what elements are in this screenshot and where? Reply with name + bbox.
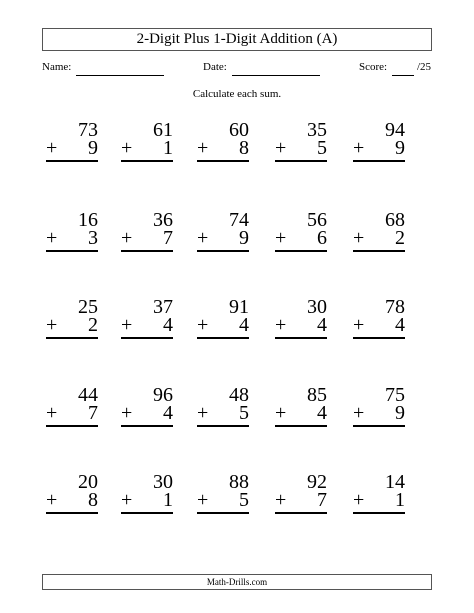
- addend-bottom: 5: [239, 489, 249, 511]
- answer-line: [353, 337, 405, 339]
- addend-bottom: 8: [239, 137, 249, 159]
- plus-sign: +: [121, 489, 133, 511]
- answer-line: [197, 425, 249, 427]
- addend-top: 35: [307, 119, 327, 141]
- answer-line: [46, 337, 98, 339]
- footer: Math-Drills.com: [42, 574, 432, 590]
- problem-12: [117, 297, 177, 359]
- plus-sign: +: [197, 137, 209, 159]
- answer-line: [197, 250, 249, 252]
- answer-line: [46, 250, 98, 252]
- addend-bottom: 1: [163, 137, 173, 159]
- addend-bottom: 4: [317, 314, 327, 336]
- addend-top: 61: [153, 119, 173, 141]
- addend-bottom: 9: [395, 137, 405, 159]
- plus-sign: +: [197, 227, 209, 249]
- plus-sign: +: [197, 489, 209, 511]
- name-blank-line: [76, 75, 164, 76]
- addend-bottom: 7: [317, 489, 327, 511]
- score-blank-line: [392, 75, 414, 76]
- addend-bottom: 9: [88, 137, 98, 159]
- answer-line: [121, 425, 173, 427]
- answer-line: [353, 250, 405, 252]
- answer-line: [121, 512, 173, 514]
- problem-24: [271, 472, 331, 534]
- addend-bottom: 4: [317, 402, 327, 424]
- addend-top: 73: [78, 119, 98, 141]
- plus-sign: +: [275, 137, 287, 159]
- answer-line: [197, 337, 249, 339]
- addend-bottom: 4: [239, 314, 249, 336]
- addend-top: 75: [385, 384, 405, 406]
- problem-11: [42, 297, 102, 359]
- addend-top: 30: [153, 471, 173, 493]
- addend-bottom: 4: [163, 402, 173, 424]
- worksheet-title: 2-Digit Plus 1-Digit Addition (A): [42, 28, 432, 51]
- plus-sign: +: [353, 227, 365, 249]
- problem-1: [42, 120, 102, 182]
- problem-25: [349, 472, 409, 534]
- addend-bottom: 5: [317, 137, 327, 159]
- plus-sign: +: [121, 137, 133, 159]
- plus-sign: +: [353, 137, 365, 159]
- answer-line: [121, 250, 173, 252]
- answer-line: [353, 160, 405, 162]
- plus-sign: +: [46, 314, 58, 336]
- addend-top: 92: [307, 471, 327, 493]
- name-label: Name:: [42, 61, 72, 73]
- addend-top: 60: [229, 119, 249, 141]
- answer-line: [46, 425, 98, 427]
- answer-line: [121, 337, 173, 339]
- answer-line: [353, 512, 405, 514]
- addend-bottom: 4: [395, 314, 405, 336]
- plus-sign: +: [197, 402, 209, 424]
- problem-22: [117, 472, 177, 534]
- answer-line: [46, 160, 98, 162]
- plus-sign: +: [46, 489, 58, 511]
- answer-line: [197, 512, 249, 514]
- problem-15: [349, 297, 409, 359]
- problem-7: [117, 210, 177, 272]
- answer-line: [121, 160, 173, 162]
- addend-top: 25: [78, 296, 98, 318]
- addend-bottom: 5: [239, 402, 249, 424]
- plus-sign: +: [197, 314, 209, 336]
- plus-sign: +: [121, 402, 133, 424]
- date-blank-line: [232, 75, 320, 76]
- addend-bottom: 4: [163, 314, 173, 336]
- plus-sign: +: [275, 227, 287, 249]
- addend-top: 48: [229, 384, 249, 406]
- answer-line: [197, 160, 249, 162]
- addend-top: 36: [153, 209, 173, 231]
- addend-bottom: 7: [163, 227, 173, 249]
- plus-sign: +: [275, 489, 287, 511]
- answer-line: [46, 512, 98, 514]
- problem-2: [117, 120, 177, 182]
- addend-top: 96: [153, 384, 173, 406]
- addend-top: 94: [385, 119, 405, 141]
- addend-bottom: 3: [88, 227, 98, 249]
- addend-top: 91: [229, 296, 249, 318]
- addend-top: 20: [78, 471, 98, 493]
- problem-3: [193, 120, 253, 182]
- problem-9: [271, 210, 331, 272]
- addend-top: 78: [385, 296, 405, 318]
- plus-sign: +: [353, 314, 365, 336]
- addend-bottom: 1: [163, 489, 173, 511]
- addend-top: 14: [385, 471, 405, 493]
- problem-21: [42, 472, 102, 534]
- addend-bottom: 9: [239, 227, 249, 249]
- answer-line: [275, 425, 327, 427]
- problem-4: [271, 120, 331, 182]
- plus-sign: +: [121, 227, 133, 249]
- score-label: Score:: [359, 61, 388, 73]
- addend-bottom: 2: [88, 314, 98, 336]
- plus-sign: +: [121, 314, 133, 336]
- answer-line: [275, 160, 327, 162]
- problem-10: [349, 210, 409, 272]
- problem-16: [42, 385, 102, 447]
- problem-17: [117, 385, 177, 447]
- plus-sign: +: [275, 314, 287, 336]
- instructions: Calculate each sum.: [192, 88, 282, 100]
- problem-19: [271, 385, 331, 447]
- problem-6: [42, 210, 102, 272]
- addend-bottom: 6: [317, 227, 327, 249]
- plus-sign: +: [353, 489, 365, 511]
- addend-top: 68: [385, 209, 405, 231]
- addend-bottom: 2: [395, 227, 405, 249]
- addend-bottom: 8: [88, 489, 98, 511]
- addend-bottom: 1: [395, 489, 405, 511]
- problem-8: [193, 210, 253, 272]
- addend-top: 88: [229, 471, 249, 493]
- date-label: Date:: [203, 61, 227, 73]
- problem-18: [193, 385, 253, 447]
- addend-bottom: 7: [88, 402, 98, 424]
- problem-5: [349, 120, 409, 182]
- addend-top: 16: [78, 209, 98, 231]
- plus-sign: +: [275, 402, 287, 424]
- problem-23: [193, 472, 253, 534]
- answer-line: [275, 512, 327, 514]
- addend-top: 30: [307, 296, 327, 318]
- addend-top: 56: [307, 209, 327, 231]
- answer-line: [275, 250, 327, 252]
- problem-14: [271, 297, 331, 359]
- plus-sign: +: [46, 402, 58, 424]
- plus-sign: +: [353, 402, 365, 424]
- addend-top: 44: [78, 384, 98, 406]
- plus-sign: +: [46, 227, 58, 249]
- addend-top: 85: [307, 384, 327, 406]
- addend-top: 37: [153, 296, 173, 318]
- score-total: /25: [417, 61, 432, 73]
- plus-sign: +: [46, 137, 58, 159]
- problem-20: [349, 385, 409, 447]
- addend-top: 74: [229, 209, 249, 231]
- addend-bottom: 9: [395, 402, 405, 424]
- answer-line: [275, 337, 327, 339]
- answer-line: [353, 425, 405, 427]
- problem-13: [193, 297, 253, 359]
